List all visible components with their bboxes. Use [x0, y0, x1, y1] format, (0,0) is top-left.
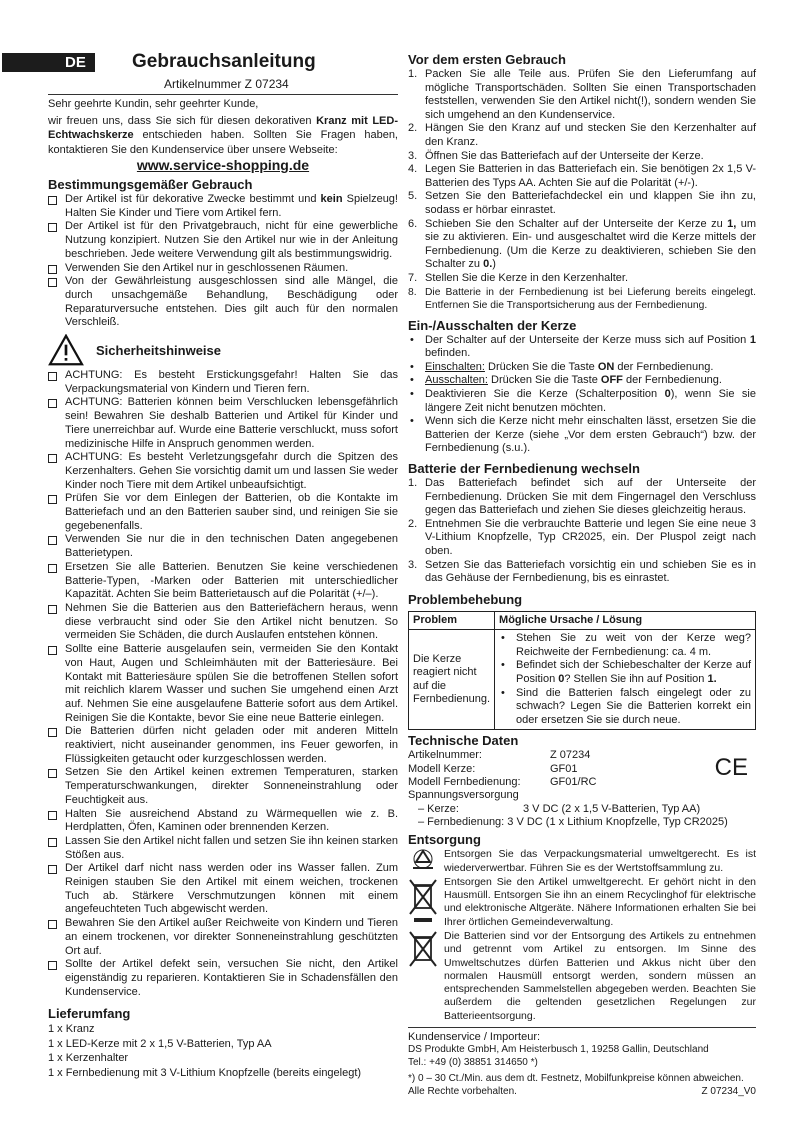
list-item: Die Batterien dürfen nicht geladen oder mit anderen Mitteln reaktiviert, nicht auseinander genommen, ins Feuer geworfen, in Flüssigkeiten getaucht oder kurzgeschlossen werden. [48, 725, 398, 766]
list-item: 3. Öffnen Sie das Batteriefach auf der Unterseite der Kerze. [408, 149, 704, 162]
crossed-bin-icon [408, 876, 438, 928]
checkbox-icon [48, 961, 57, 970]
disposal-packaging: Entsorgen Sie das Verpackungsmaterial umweltgerecht. Es ist wiederverwertbar. Führen Sie es der Wertstoffsammlung zu. [408, 848, 756, 875]
section-heading-safety: Sicherheitshinweise [96, 342, 221, 358]
onoff-list [408, 334, 756, 456]
checkbox-icon [48, 196, 57, 205]
checkbox-icon [48, 646, 57, 655]
footer-tel: Tel.: +49 (0) 38851 314650 *) [408, 1056, 538, 1068]
section-heading-remote-battery: Batterie der Fernbedienung wechseln [408, 461, 640, 477]
list-item: 2. Hängen Sie den Kranz auf und stecken Sie den Kerzenhalter auf den Kranz. [408, 122, 756, 148]
checkbox-icon [48, 728, 57, 737]
scope-list [48, 1022, 398, 1080]
section-heading-onoff: Ein-/Ausschalten der Kerze [408, 317, 577, 333]
list-item: Verwenden Sie den Artikel nur in geschlossenen Räumen. [48, 262, 398, 276]
list-item: 5. Setzen Sie den Batteriefachdeckel ein und klappen Sie ihn zu, sodass er hörbar einrastet. [408, 190, 756, 216]
safety-list [48, 369, 398, 999]
section-heading-scope: Lieferumfang [48, 1006, 131, 1022]
disposal-batteries: Die Batterien sind vor der Entsorgung des Artikels zu entnehmen und getrennt vom Artikel zu entsorgen. Im Sinne des Umweltschutzes dürfen Batterien und Akkus nicht über den normalen Hausmüll entsorgt werden, sondern müssen an entsprechenden Sammelstellen abgegeben werden. Beachten Sie außerdem die geltenden gesetzlichen Regelungen zur Batterieentsorgung. [408, 930, 756, 1023]
section-heading-troubleshooting: Problembehebung [408, 591, 523, 607]
table-cell-cause: • Stehen Sie zu weit von der Kerze weg? Reichweite der Fernbedienung: ca. 4 m. • Befindet sich der Schiebeschalter der Kerze auf Position 0? Stellen Sie ihn auf Position 1. • Sind die Batterien falsch eingelegt oder zu schwach? Legen Sie die Batterien korrekt ein oder ersetzen Sie sie durch neue. [495, 630, 756, 730]
table-header: Mögliche Ursache / Lösung [495, 611, 756, 630]
checkbox-icon [48, 495, 57, 504]
remote-battery-steps [408, 477, 756, 586]
checkbox-icon [48, 399, 57, 408]
list-item: Der Artikel darf nicht nass werden oder ins Wasser fallen. Zum Reinigen stauben Sie den Artikel mit einem weichen, trockenen Tuch ab. Stärkere Verschmutzungen können mit einem angefeuchteten Tuch abgewischt werden. [48, 862, 398, 917]
first-use-steps [408, 68, 756, 313]
list-item: • Der Schalter auf der Unterseite der Kerze muss sich auf Position 1 befinden. [410, 333, 756, 360]
language-badge: DE [2, 53, 95, 72]
list-item: 6. Schieben Sie den Schalter auf der Unterseite der Kerze zu 1, um sie zu aktivieren. Ein- und ausgeschaltet wird die Kerze mittels der Fernbedienung. (Um die Kerze zu deaktivieren, schieben Sie den Schalter zu 0.) [408, 217, 756, 271]
warning-triangle-icon [48, 334, 84, 366]
checkbox-icon [48, 564, 57, 573]
list-item: 1. Packen Sie alle Teile aus. Prüfen Sie den Lieferumfang auf mögliche Transportschäden. Sollten Sie einen Transportschaden feststellen, verwenden Sie den Artikel nicht(!), sondern wenden Sie sich umgehend an den Kundenservice. [408, 68, 756, 121]
ce-mark-icon: CE [714, 754, 748, 782]
use-list [48, 193, 398, 330]
list-item: Ersetzen Sie alle Batterien. Benutzen Sie keine verschiedenen Batterie-Typen, -Marken oder Batterien mit unterschiedlicher Kapazität. Achten Sie beim Batterietausch auf die Polarität (+/–). [48, 561, 398, 602]
list-item: Der Artikel ist für den Privatgebrauch, nicht für eine gewerbliche Nutzung konzipiert. Nutzen Sie den Artikel nur wie in der Anleitung beschrieben. Jede weitere Verwendung gilt als bestimmungswidrig. [48, 220, 398, 261]
checkbox-icon [48, 278, 57, 287]
checkbox-icon [48, 605, 57, 614]
footer-rights: Alle Rechte vorbehalten. [408, 1085, 517, 1097]
list-item: Bewahren Sie den Artikel außer Reichweite von Kindern und Tieren an einem trockenen, vor direkter Sonneneinstrahlung geschützten Ort auf. [48, 917, 398, 958]
list-item: Lassen Sie den Artikel nicht fallen und setzen Sie ihn keinen starken Stößen aus. [48, 835, 398, 862]
table-header: Problem [409, 611, 495, 630]
list-item: 1 x LED-Kerze mit 2 x 1,5 V-Batterien, Typ AA [48, 1037, 272, 1050]
list-item: Prüfen Sie vor dem Einlegen der Batterien, ob die Kontakte im Batteriefach und an den Batterien sauber sind, und reinigen Sie sie gegebenenfalls. [48, 492, 398, 533]
left-column [48, 177, 398, 1080]
list-item: 3. Setzen Sie das Batteriefach vorsichtig ein und schieben Sie es in das Gehäuse der Fernbedienung, bis es einrastet. [408, 558, 756, 585]
battery-bin-icon [408, 930, 438, 974]
disposal-electronics: Entsorgen Sie den Artikel umweltgerecht. Er gehört nicht in den Hausmüll. Entsorgen Sie ihn an einem Recyclinghof für elektrische und elektronische Altgeräte. Nähere Informationen erhalten Sie bei Ihrer örtlichen Gemeindeverwaltung. [408, 876, 756, 929]
section-heading-disposal: Entsorgung [408, 832, 481, 848]
checkbox-icon [48, 454, 57, 463]
list-item: Sollte der Artikel defekt sein, versuchen Sie nicht, den Artikel eigenständig zu reparieren. Kontaktieren Sie in Schadensfällen den Kundenservice. [48, 958, 398, 999]
checkbox-icon [48, 769, 57, 778]
footer-company: DS Produkte GmbH, Am Heisterbusch 1, 19258 Gallin, Deutschland [408, 1044, 709, 1056]
divider [48, 94, 398, 95]
list-item: ACHTUNG: Es besteht Verletzungsgefahr durch die Spitzen des Kerzenhalters. Gehen Sie vorsichtig damit um und lassen Sie weder Kinder noch Tiere mit dem Artikel unbeaufsichtigt. [48, 451, 398, 492]
list-item: Setzen Sie den Artikel keinen extremen Temperaturen, starken Temperaturschwankungen, direkter Sonneneinstrahlung oder Feuchtigkeit aus. [48, 766, 398, 807]
article-number: Artikelnummer Z 07234 [164, 77, 289, 91]
list-item: Sollte eine Batterie ausgelaufen sein, vermeiden Sie den Kontakt von Haut, Augen und Schleimhäuten mit der Batteriesäure. Bei Kontakt mit Batteriesäure spülen Sie die betroffenen Stellen sofort mit reichlich klarem Wasser und suchen Sie umgehend einen Arzt auf. Nehmen Sie eine ausgelaufene Batterie sofort aus dem Artikel. Reinigen Sie die Kontakte, bevor Sie eine neue Batterie einlegen. [48, 643, 398, 725]
checkbox-icon [48, 372, 57, 381]
list-item: Von der Gewährleistung ausgeschlossen sind alle Mängel, die durch unsachgemäße Behandlung, Beschädigung oder Reparaturversuche entstehen. Dies gilt auch für den normalen Verschleiß. [48, 275, 398, 330]
footer-version: Z 07234_V0 [701, 1085, 756, 1097]
section-heading-tech: Technische Daten [408, 733, 519, 749]
list-item: 1 x Kranz [48, 1023, 95, 1036]
list-item: • Deaktivieren Sie die Kerze (Schalterposition 0), wenn Sie sie längere Zeit nicht benutzen möchten. [410, 388, 756, 414]
list-item: 8. Die Batterie in der Fernbedienung ist bei Lieferung bereits eingelegt. Entfernen Sie die Transportsicherung aus der Fernbedienung. [408, 286, 756, 312]
greeting: Sehr geehrte Kundin, sehr geehrter Kunde, [48, 98, 259, 110]
list-item: ACHTUNG: Es besteht Erstickungsgefahr! Halten Sie das Verpackungsmaterial von Kindern und Tieren fern. [48, 369, 398, 396]
intro-text: Sehr geehrte Kundin, sehr geehrter Kunde, wir freuen uns, dass Sie sich für diesen dekorativen Kranz mit LED-Echtwachskerze entschieden haben. Sollten Sie Fragen haben, kontaktieren Sie den Kundenservice über unsere Webseite: [48, 98, 399, 156]
section-heading-use: Bestimmungsgemäßer Gebrauch [48, 177, 253, 192]
list-item: 4. Legen Sie Batterien in das Batteriefach ein. Sie benötigen 2x 1,5 V-Batterien des Typs AA. Achten Sie auf die Polarität (+/-). [408, 163, 756, 189]
list-item: Halten Sie ausreichend Abstand zu Wärmequellen wie z. B. Herdplatten, Öfen, Kaminen oder brennenden Kerzen. [48, 808, 398, 835]
list-item: 7. Stellen Sie die Kerze in den Kerzenhalter. [408, 271, 629, 284]
footer-service: Kundenservice / Importeur: [408, 1031, 541, 1044]
recycle-icon [408, 848, 438, 874]
list-item: Nehmen Sie die Batterien aus den Batteriefächern heraus, wenn diese verbraucht sind oder Sie den Artikel nicht benutzen. So vermeiden Sie Schäden, die durch Auslaufen entstehen können. [48, 602, 398, 643]
checkbox-icon [48, 265, 57, 274]
list-item: Verwenden Sie nur die in den technischen Daten angegebenen Batterietypen. [48, 533, 398, 560]
list-item: 1 x Kerzenhalter [48, 1052, 129, 1065]
list-item: • Wenn sich die Kerze nicht mehr einschalten lässt, ersetzen Sie die Batterien der Kerze (siehe „Vor dem ersten Gebrauch“) bzw. der Fernbedienung (s.u.). [410, 415, 756, 455]
tech-data: Artikelnummer: Z 07234 Modell Kerze: GF01 Modell Fernbedienung: GF01/RC Spannungsversorgung – Kerze: 3 V DC (2 x 1,5 V-Batterien, Typ AA) – Fernbedienung: 3 V DC (1 x Lithium Knopfzelle, Typ CR2025) CE [408, 749, 748, 828]
right-column [408, 52, 756, 1098]
list-item: 1. Das Batteriefach befindet sich auf der Unterseite der Fernbedienung. Drücken Sie mit dem Fingernagel den Verschluss gegen das Batteriefach und ziehen Sie dieses gleichzeitig heraus. [408, 477, 756, 517]
checkbox-icon [48, 536, 57, 545]
checkbox-icon [48, 223, 57, 232]
checkbox-icon [48, 838, 57, 847]
list-item: • Ausschalten: Drücken Sie die Taste OFF der Fernbedienung. [410, 374, 722, 387]
list-item: 2. Entnehmen Sie die verbrauchte Batterie und legen Sie eine neue 3 V-Lithium Knopfzelle, Typ CR2025, ein. Der Pluspol zeigt nach oben. [408, 517, 756, 557]
list-item: ACHTUNG: Batterien können beim Verschlucken lebensgefährlich sein! Bewahren Sie deshalb Batterien und Artikel für Kinder und Tiere unerreichbar auf. Wurde eine Batterie verschluckt, muss sofort medizinische Hilfe in Anspruch genommen werden. [48, 396, 398, 451]
troubleshooting-table [408, 611, 756, 731]
page-title: Gebrauchsanleitung [132, 51, 316, 72]
checkbox-icon [48, 811, 57, 820]
safety-heading-row [48, 334, 398, 366]
checkbox-icon [48, 865, 57, 874]
list-item: 1 x Fernbedienung mit 3 V-Lithium Knopfzelle (bereits eingelegt) [48, 1066, 362, 1079]
section-heading-first-use: Vor dem ersten Gebrauch [408, 52, 566, 67]
list-item: Der Artikel ist für dekorative Zwecke bestimmt und kein Spielzeug! Halten Sie Kinder und Tiere vom Artikel fern. [48, 193, 398, 220]
website-link[interactable]: www.service-shopping.de [136, 157, 310, 173]
footer-note: *) 0 – 30 Ct./Min. aus dem dt. Festnetz, Mobilfunkpreise können abweichen. [408, 1073, 744, 1085]
list-item: • Einschalten: Drücken Sie die Taste ON der Fernbedienung. [410, 360, 714, 373]
footer [408, 1027, 756, 1098]
table-cell-problem: Die Kerze reagiert nicht auf die Fernbedienung. [409, 630, 495, 730]
checkbox-icon [48, 920, 57, 929]
